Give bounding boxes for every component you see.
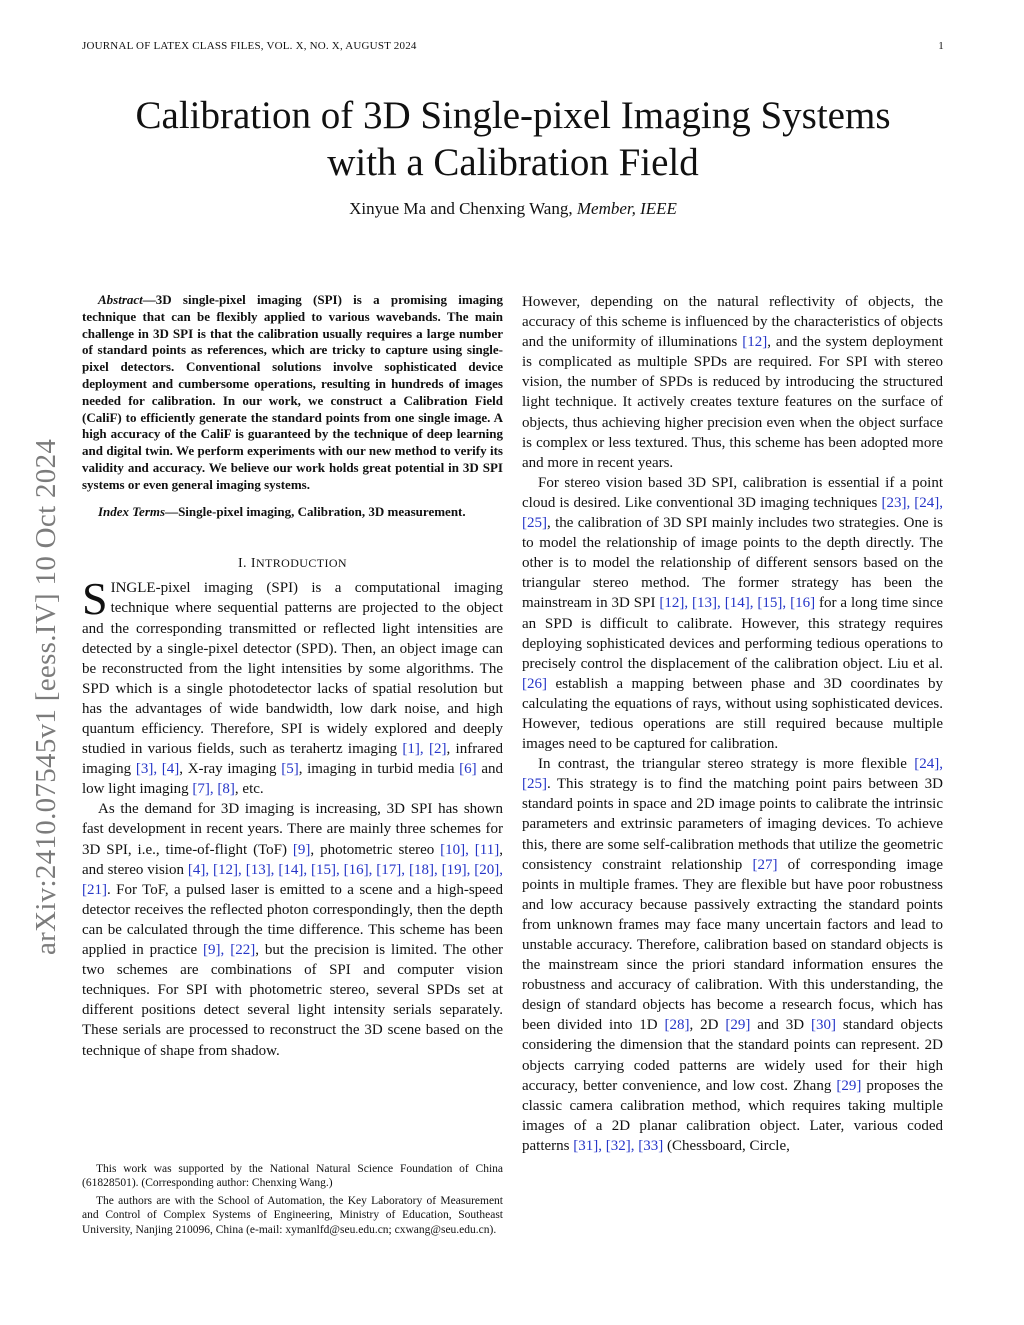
running-header (82, 40, 944, 58)
footnote-affiliation: The authors are with the School of Automation, the Key Laboratory of Measurement and Control of Complex Systems of Engineering, Ministry of Education, Southeast University, Nanjing 210096, China (e-mail: xymanlfd@seu.edu.cn; cxwang@seu.edu.cn). (82, 1194, 503, 1236)
section-title-first: I (250, 556, 256, 572)
author-names: Xinyue Ma and Chenxing Wang, (349, 199, 573, 218)
author-line (82, 198, 944, 220)
section-heading (82, 556, 503, 572)
abstract-label: Abstract (98, 292, 143, 307)
citation-link[interactable]: [12] (742, 334, 768, 351)
citation-link[interactable]: [24], [25] (522, 756, 943, 793)
text-run: , photometric stereo (310, 841, 441, 858)
text-run: In contrast, the triangular stereo strategy is more flexible (538, 756, 915, 773)
title-line-2: with a Calibration Field (327, 141, 699, 184)
right-paragraph-2 (522, 473, 943, 754)
text-run: , and the system deployment is complicated as multiple SPDs are required. For SPI with stereo vision, the number of SPDs is reduced by introducing the structured light technique. It actively creates texture features on the surface of objects, thus achieving higher precision even when the object surface is complex or less textured. Thus, this scheme has been adopted more and more in recent years. (522, 334, 943, 471)
footnote-funding: This work was supported by the National Natural Science Foundation of China (61828501). (Corresponding author: Chenxing Wang.) (82, 1163, 503, 1190)
running-head-text: JOURNAL OF LATEX CLASS FILES, VOL. X, NO. X, AUGUST 2024 (82, 40, 417, 52)
text-run: standard objects considering the dimension that the standard points can represent. 2D objects carrying coded patterns are widely used for their high accuracy, better convenience, and low cost. Zhang (522, 1017, 944, 1094)
citation-link[interactable]: [29] (836, 1077, 862, 1094)
intro-paragraph-2 (82, 799, 503, 1060)
text-run: (Chessboard, Circle, (663, 1137, 790, 1154)
text-run: , X-ray imaging (179, 761, 282, 778)
index-terms (82, 504, 503, 521)
citation-link[interactable]: [30] (810, 1017, 836, 1034)
citation-link[interactable]: [9] (292, 841, 311, 858)
page-number: 1 (938, 40, 944, 52)
text-run: and 3D (750, 1017, 811, 1034)
text-run: , but the precision is limited. The other two schemes are combinations of SPI and computer vision techniques. For SPI with photometric stereo, several SPDs set at different positions detect several light intensity serials separately. These serials are processed to reconstruct the 3D scene based on the technique of shape from shadow. (82, 942, 503, 1059)
text-run: For stereo vision based 3D SPI, calibration is essential if a point cloud is desired. Like conventional 3D imaging techniques (522, 474, 943, 511)
citation-link[interactable]: [28] (664, 1017, 690, 1034)
drop-cap: S (82, 573, 108, 625)
footnotes (82, 1162, 503, 1240)
section-number: I. (238, 556, 247, 572)
citation-link[interactable]: [26] (522, 675, 547, 692)
intro-paragraph-1 (82, 573, 504, 799)
citation-link[interactable]: [5] (281, 761, 299, 778)
author-role: Member, IEEE (576, 199, 677, 218)
text-run: and low light imaging (82, 761, 503, 798)
abstract (82, 292, 503, 494)
text-run: As the demand for 3D imaging is increasing, 3D SPI has shown fast development in recent years. There are mainly three schemes for 3D SPI, i.e., time-of-flight (ToF) (82, 801, 503, 858)
citation-link[interactable]: [3], [4] (135, 761, 180, 778)
text-run: , etc. (234, 781, 264, 798)
paper-title (82, 92, 944, 186)
section-title-rest: NTRODUCTION (255, 556, 347, 571)
text-run: , imaging in turbid media (298, 761, 460, 778)
citation-link[interactable]: [10], [11] (440, 841, 500, 858)
right-paragraph-3 (522, 754, 943, 1156)
citation-link[interactable]: [31], [32], [33] (573, 1137, 664, 1154)
citation-link[interactable]: [1], [2] (402, 741, 447, 758)
index-terms-text: —Single-pixel imaging, Calibration, 3D measurement. (165, 503, 466, 519)
index-terms-label: Index Terms (98, 503, 166, 519)
text-run: INGLE-pixel imaging (SPI) is a computational imaging technique where sequential patterns are projected to the object and the corresponding transmitted or reflected light intensities are detected by a single-pixel detector (SPD). Then, an object image can be reconstructed from the light intensities by some algorithms. The SPD which is a single photodetector lacks of spatial resolution but has the advantages of wide bandwidth, low dark noise, and high quantum efficiency. Therefore, SPI is widely explored and deeply studied in various fields, such as terahertz imaging (82, 580, 503, 758)
text-run: for a long time since an SPD is difficult to calibrate. However, this strategy requires deploying sophisticated devices and performing tedious operations to precisely control the displacement of the calibration object. Liu et al. (522, 595, 944, 672)
citation-link[interactable]: [29] (725, 1017, 751, 1034)
right-paragraph-1 (522, 292, 943, 473)
text-run: However, depending on the natural reflectivity of objects, the accuracy of this scheme is influenced by the characteristics of objects and the uniformity of illuminations (522, 294, 943, 351)
text-run: . For ToF, a pulsed laser is emitted to a scene and a high-speed detector receives the reflected photon correspondingly, then the depth can be calculated through the time difference. This scheme has been applied in practice (82, 881, 503, 959)
arxiv-stamp[interactable]: arXiv:2410.07545v1 [eess.IV] 10 Oct 2024 (30, 438, 62, 955)
citation-link[interactable]: [27] (752, 856, 778, 873)
citation-link[interactable]: [9], [22] (203, 942, 256, 959)
citation-link[interactable]: [23], [24], [25] (522, 494, 944, 532)
text-run: establish a mapping between phase and 3D coordinates by calculating the equations of rays, without using sophisticated devices. However, tedious operations are still required because multiple images need to be captured for calibration. (522, 675, 943, 753)
text-run: , 2D (689, 1017, 726, 1034)
text-run: . This strategy is to find the matching point pairs between 3D standard points in space and 2D image points to calibrate the intrinsic parameters and extrinsic parameters of imaging devices. To achieve this, there are some self-calibration methods that utilize the geometric consistency constraint relationship (522, 776, 943, 873)
text-run: , and stereo vision (82, 841, 503, 878)
text-run: , the calibration of 3D SPI mainly includes two strategies. One is to model the relationship of image points to the depth directly. The other is to model the relationship of different sensors based on the triangular stereo method. The former strategy has been the mainstream in 3D SPI (522, 515, 943, 612)
left-column (82, 292, 503, 1061)
right-column (522, 292, 943, 1156)
text-run: , infrared imaging (82, 741, 504, 778)
abstract-text: —3D single-pixel imaging (SPI) is a promising imaging technique that can be flexibly applied to various wavebands. The main challenge in 3D SPI is that the calibration usually requires a large number of standard points as references, which are tricky to capture using single-pixel detectors. Conventional solutions involve sophisticated device deployment and cumbersome operations, resulting in hundreds of images needed for calibration. In our work, we construct a Calibration Field (CaliF) to efficiently generate the standard points from one single image. A high accuracy of the CaliF is guaranteed by the technique of deep learning and digital twin. We perform experiments with our new method to verify its validity and accuracy. We believe our work holds great potential in 3D SPI systems or even general imaging systems. (82, 292, 503, 492)
title-line-1: Calibration of 3D Single-pixel Imaging Systems (135, 94, 891, 137)
citation-link[interactable]: [7], [8] (192, 781, 235, 798)
text-run: of corresponding image points in multiple frames. They are flexible but have poor robustness and low accuracy because passively extracting the standard points from unknown frames may face many uncertain factors and lead to unstable accuracy. Therefore, calibration based on standard objects is the mainstream since the priori standard information ensures the robustness and accuracy of calibration. With this understanding, the design of standard objects has become a research focus, which has been divided into 1D (522, 856, 943, 1034)
citation-link[interactable]: [6] (459, 761, 477, 778)
citation-link[interactable]: [4], [12], [13], [14], [15], [16], [17], [18], [19], [20], [21] (82, 861, 503, 898)
text-run: proposes the classic camera calibration method, which requires taking multiple images of a 2D planar calibration object. Later, various coded patterns (522, 1077, 943, 1154)
citation-link[interactable]: [12], [13], [14], [15], [16] (659, 595, 816, 612)
